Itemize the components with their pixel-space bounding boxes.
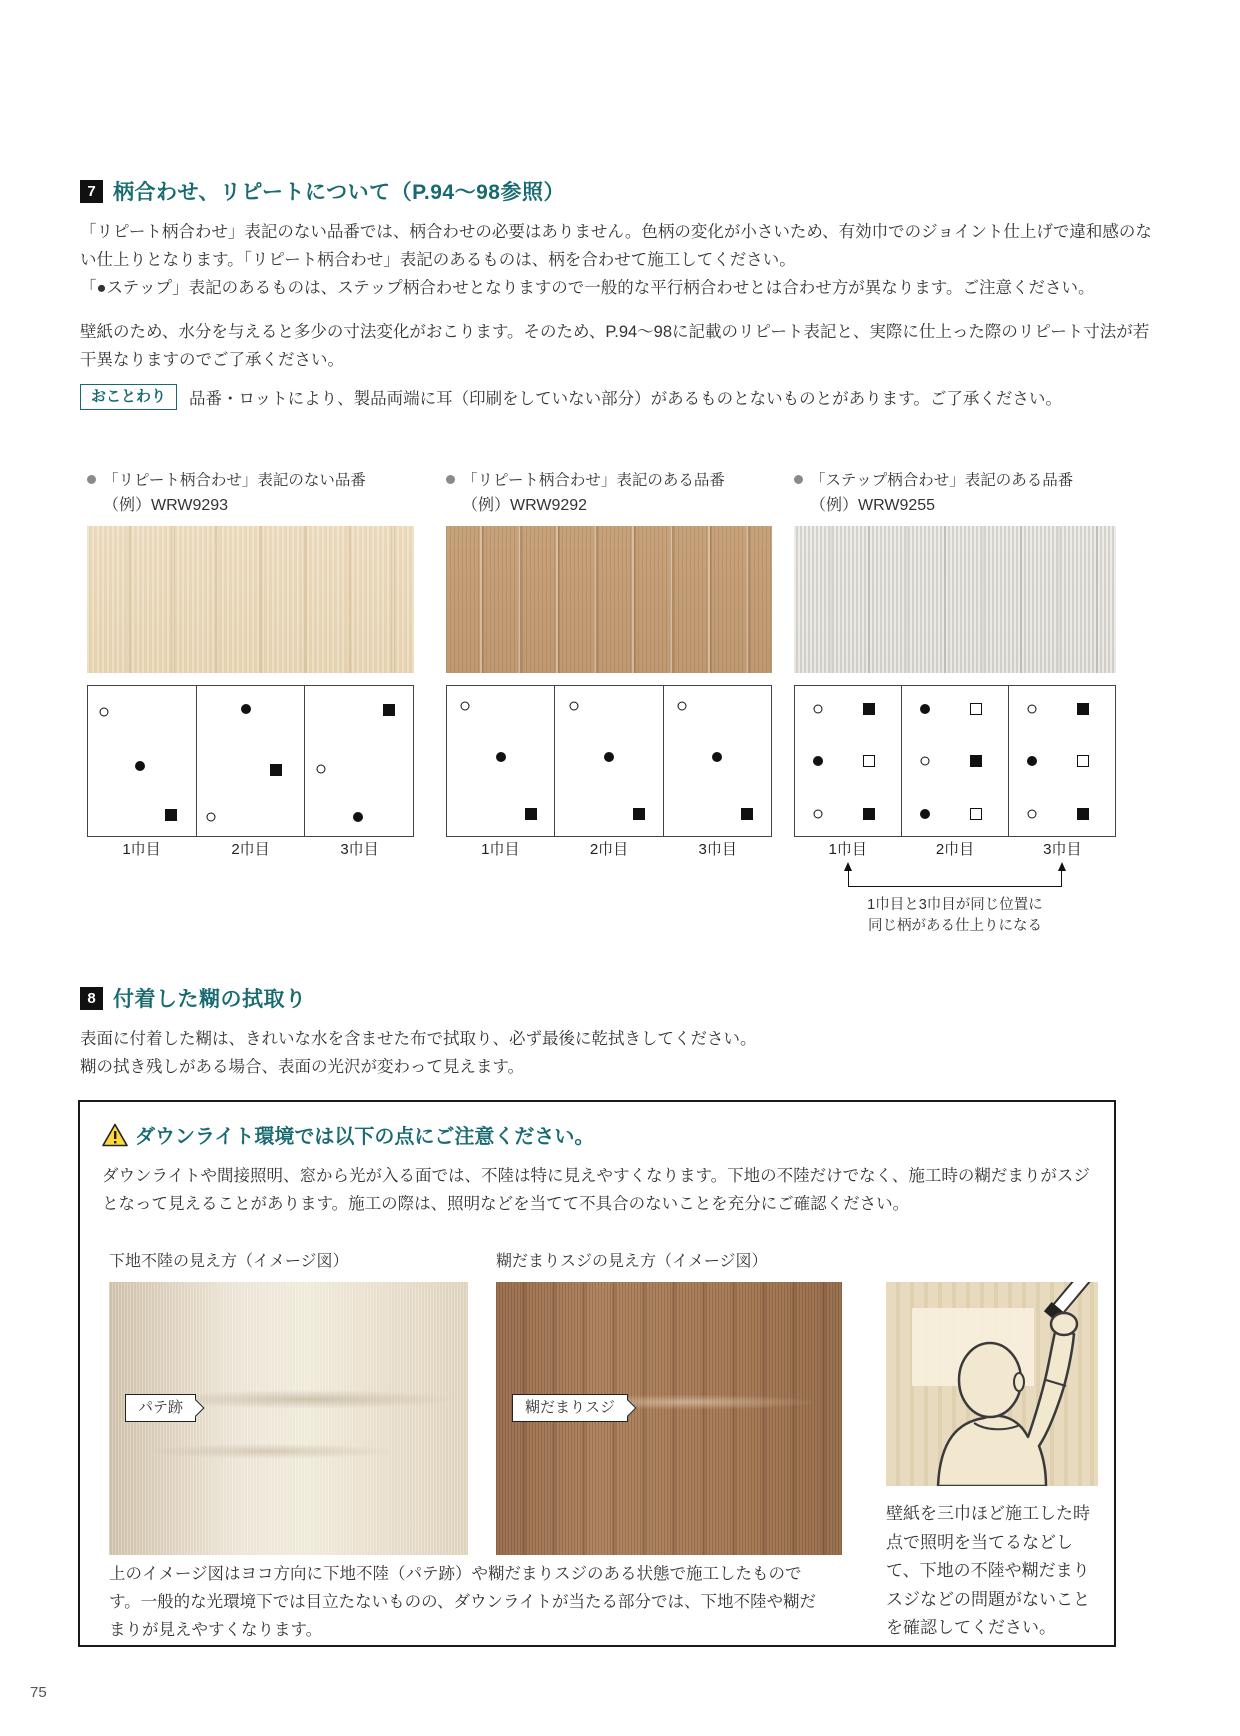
pattern-symbol-fc — [496, 752, 506, 762]
width-label: 2巾目 — [935, 841, 975, 858]
pattern-panel — [197, 686, 306, 836]
width-label: 2巾目 — [589, 841, 629, 858]
okotowari-text: 品番・ロットにより、製品両端に耳（印刷をしていない部分）があるものとないものとがあります。ご了承ください。 — [189, 390, 1062, 408]
pattern-symbol-fs — [383, 704, 395, 716]
wallpaper-sample-wrw9292 — [446, 526, 772, 673]
pattern-symbol-fs — [741, 808, 753, 820]
warning-title-row — [102, 1120, 594, 1149]
pattern-symbol-fc — [1027, 756, 1037, 766]
pattern-symbol-fc — [135, 761, 145, 771]
bullet-icon — [87, 475, 96, 484]
glue-streak-callout: 糊だまりスジ — [512, 1394, 628, 1422]
pattern-diagram-2 — [446, 685, 772, 837]
section7-number-badge: 7 — [80, 180, 103, 203]
width-label: 2巾目 — [231, 841, 270, 858]
warning-side-note: 壁紙を三巾ほど施工した時点で照明を当てるなどして、下地の不陸や糊だまりスジなどの問題がないことを確認してください。 — [886, 1504, 1090, 1637]
width-label: 1巾目 — [828, 841, 867, 858]
pattern-symbol-oc — [100, 707, 109, 716]
section7-paragraph-3: 壁紙のため、水分を与えると多少の寸法変化がおこります。そのため、P.94～98に記載のリピート表記と、実際に仕上った際のリピート寸法が若干異なりますのでご了承ください。 — [80, 323, 1150, 369]
width-labels-3 — [794, 839, 1116, 861]
section7-paragraph-2: 「●ステップ」表記のあるものは、ステップ柄合わせとなりますので一般的な平行柄合わせとは合わせ方が異なります。ご注意ください。 — [80, 279, 1095, 297]
section8-title: 付着した糊の拭取り — [113, 988, 307, 1011]
section-glue-wiping — [80, 983, 1165, 1081]
warning-title: ダウンライト環境では以下の点にご注意ください。 — [135, 1126, 595, 1148]
pattern-symbol-oc — [677, 701, 686, 710]
pattern-symbol-fs — [165, 809, 177, 821]
pattern-symbol-fs — [863, 808, 875, 820]
column2-heading-text: 「リピート柄合わせ」表記のある品番 — [462, 472, 725, 489]
pattern-symbol-fs — [863, 703, 875, 715]
pattern-symbol-os — [863, 755, 875, 767]
unevenness-example-image — [109, 1282, 468, 1555]
column3-heading — [794, 468, 1116, 490]
pattern-symbol-oc — [317, 764, 326, 773]
column3-heading-text: 「ステップ柄合わせ」表記のある品番 — [810, 472, 1074, 489]
pattern-symbol-oc — [1028, 704, 1037, 713]
width-label: 3巾目 — [340, 841, 379, 858]
pattern-symbol-fc — [712, 752, 722, 762]
pattern-panel — [88, 686, 197, 836]
column1-heading-text: 「リピート柄合わせ」表記のない品番 — [103, 472, 366, 489]
section8-header — [80, 983, 1165, 1013]
pattern-diagram-3 — [794, 685, 1116, 837]
pattern-symbol-os — [1077, 755, 1089, 767]
wallpaper-sample-wrw9255 — [794, 526, 1116, 673]
pattern-symbol-os — [970, 703, 982, 715]
width-labels-1 — [87, 839, 414, 861]
pattern-symbol-fs — [1077, 808, 1089, 820]
pattern-symbol-fs — [970, 755, 982, 767]
pattern-panel — [902, 686, 1009, 836]
section7-header — [80, 176, 1165, 206]
same-position-bracket — [848, 865, 1062, 887]
pattern-symbol-fc — [353, 812, 363, 822]
section8-number-badge: 8 — [80, 987, 103, 1010]
wallpaper-sample-wrw9293 — [87, 526, 414, 673]
bullet-icon — [446, 475, 455, 484]
width-labels-2 — [446, 839, 772, 861]
pattern-panel — [795, 686, 902, 836]
section8-line2: 糊の拭き残しがある場合、表面の光沢が変わって見えます。 — [80, 1058, 525, 1076]
step-annotation-line2: 同じ柄がある仕上りになる — [868, 918, 1042, 934]
warning-body: ダウンライトや間接照明、窓から光が入る面では、不陸は特に見えやすくなります。下地の不陸だけでなく、施工時の糊だまりがスジとなって見えることがあります。施工の際は、照明などを当てて不具合のないことを充分にご確認ください。 — [102, 1167, 1090, 1213]
column2-heading — [446, 468, 772, 490]
okotowari-note — [80, 384, 1165, 410]
section7-paragraph-1: 「リピート柄合わせ」表記のない品番では、柄合わせの必要はありません。色柄の変化が小さいため、有効巾でのジョイント仕上げで違和感のない仕上りとなります。「リピート柄合わせ」表記のあるものは、柄を合わせて施工してください。 — [80, 223, 1152, 269]
pattern-symbol-fc — [920, 704, 930, 714]
width-label: 3巾目 — [698, 841, 737, 858]
pattern-symbol-oc — [814, 704, 823, 713]
pattern-panel — [1009, 686, 1115, 836]
warning-triangle-icon — [102, 1123, 128, 1147]
column1-example-code: （例）WRW9293 — [103, 497, 229, 514]
image-label-glue-streak: 糊だまりスジの見え方（イメージ図） — [496, 1253, 768, 1270]
column3-example-code: （例）WRW9255 — [810, 497, 936, 514]
pattern-panel — [447, 686, 555, 836]
pattern-column-step — [794, 468, 1116, 937]
image-label-unevenness: 下地不陸の見え方（イメージ図） — [109, 1253, 349, 1270]
pattern-symbol-os — [970, 808, 982, 820]
pattern-symbol-fs — [525, 808, 537, 820]
pattern-column-repeat — [446, 468, 772, 861]
worker-illustration-svg — [886, 1282, 1098, 1486]
pattern-panel — [555, 686, 663, 836]
glue-streak-example-image — [496, 1282, 842, 1555]
pattern-symbol-fs — [633, 808, 645, 820]
bullet-icon — [794, 475, 803, 484]
pattern-symbol-fs — [270, 764, 282, 776]
pattern-symbol-fc — [920, 809, 930, 819]
pattern-symbol-oc — [1028, 809, 1037, 818]
column1-heading — [87, 468, 414, 490]
step-annotation-line1: 1巾目と3巾目が同じ位置に — [867, 897, 1043, 913]
pattern-panel — [305, 686, 413, 836]
warning-caption: 上のイメージ図はヨコ方向に下地不陸（パテ跡）や糊だまりスジのある状態で施工したものです。一般的な光環境下では目立たないものの、ダウンライトが当たる部分では、下地不陸や糊だまりが見えやすくなります。 — [109, 1565, 817, 1639]
pattern-symbol-fc — [813, 756, 823, 766]
section-pattern-matching — [80, 176, 1165, 410]
pattern-symbol-fc — [241, 704, 251, 714]
section7-title: 柄合わせ、リピートについて（P.94～98参照） — [113, 181, 565, 204]
width-label: 3巾目 — [1043, 841, 1082, 858]
pattern-column-no-repeat — [87, 468, 414, 861]
width-label: 1巾目 — [122, 841, 161, 858]
pattern-symbol-fc — [604, 752, 614, 762]
up-arrow-icon — [1058, 862, 1066, 871]
pattern-symbol-oc — [206, 812, 215, 821]
pattern-diagram-1 — [87, 685, 414, 837]
step-annotation — [794, 895, 1116, 937]
putty-mark-callout: パテ跡 — [125, 1394, 196, 1422]
okotowari-label: おことわり — [80, 384, 177, 410]
pattern-symbol-oc — [461, 701, 470, 710]
page-number: 75 — [30, 1684, 47, 1701]
width-label: 1巾目 — [481, 841, 520, 858]
pattern-panel — [664, 686, 771, 836]
pattern-symbol-oc — [569, 701, 578, 710]
worker-light-check-illustration — [886, 1282, 1098, 1486]
section8-line1: 表面に付着した糊は、きれいな水を含ませた布で拭取り、必ず最後に乾拭きしてください。 — [80, 1030, 757, 1048]
column2-example-code: （例）WRW9292 — [462, 497, 588, 514]
pattern-symbol-oc — [814, 809, 823, 818]
up-arrow-icon — [844, 862, 852, 871]
downlight-warning-box — [78, 1100, 1116, 1647]
pattern-symbol-fs — [1077, 703, 1089, 715]
pattern-symbol-oc — [921, 757, 930, 766]
